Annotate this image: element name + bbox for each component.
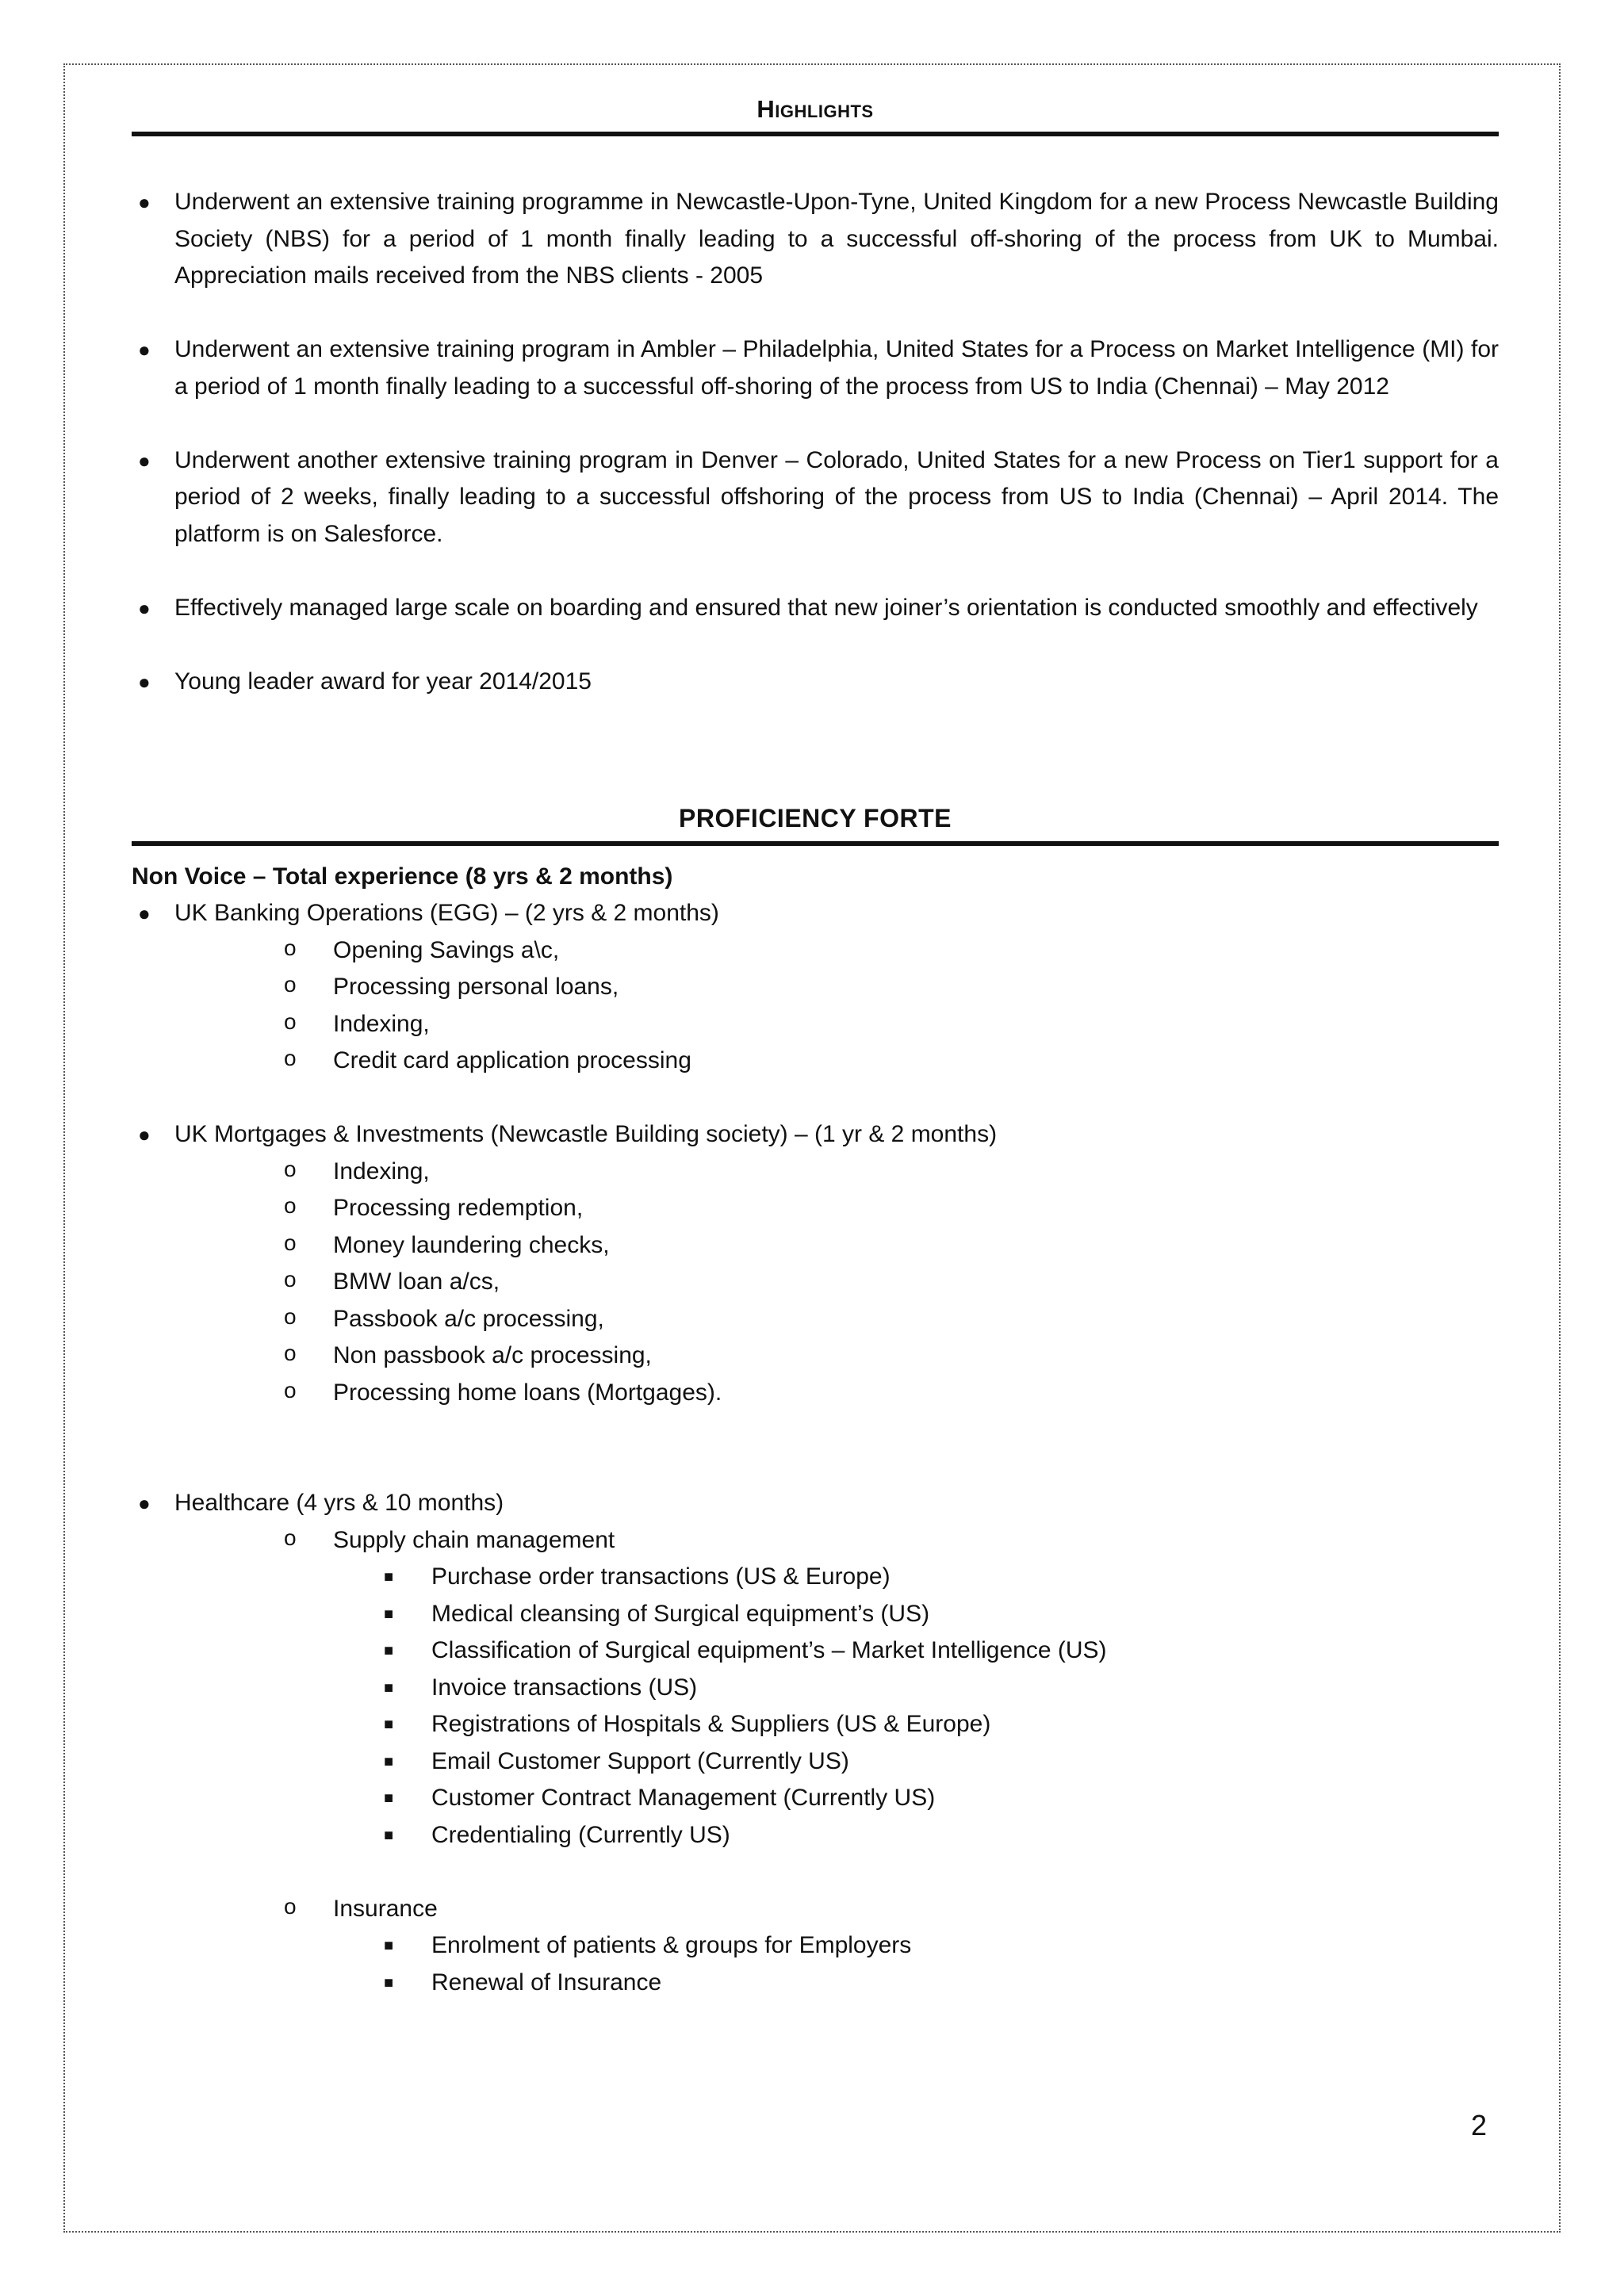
highlights-rule <box>132 132 1499 136</box>
sub-item: o Processing personal loans, <box>132 969 1499 1006</box>
detail-item: ■ Classification of Surgical equipment’s – Market Intelligence (US) <box>132 1632 1499 1670</box>
square-bullet-icon: ■ <box>384 1789 394 1807</box>
highlight-item: ● Underwent another extensive training program in Denver – Colorado, United States for a new Process on Tier1 support for a period of 2 weeks, finally leading to a successful offshoring of the process from US to India (Chennai) – April 2014. The platform is on Salesforce. <box>132 442 1499 553</box>
sub-item: o Processing redemption, <box>132 1190 1499 1227</box>
detail-item: ■ Customer Contract Management (Currently US) <box>132 1780 1499 1817</box>
detail-item: ■ Credentialing (Currently US) <box>132 1817 1499 1854</box>
detail-item: ■ Purchase order transactions (US & Europe) <box>132 1559 1499 1596</box>
sub-item: o Processing home loans (Mortgages). <box>132 1375 1499 1412</box>
detail-item: ■ Invoice transactions (US) <box>132 1670 1499 1707</box>
page-number: 2 <box>1471 2109 1488 2141</box>
circle-bullet-icon: o <box>284 1893 297 1919</box>
bullet-icon: ● <box>138 1491 151 1515</box>
highlight-item: ● Underwent an extensive training program in Ambler – Philadelphia, United States for a Process on Market Intelligence (MI) for a period of 1 month finally leading to a successful off-shoring of the process from US to India (Chennai) – May 2012 <box>132 331 1499 405</box>
square-bullet-icon: ■ <box>384 1752 394 1770</box>
highlight-item: ● Effectively managed large scale on boarding and ensured that new joiner’s orientation is conducted smoothly and effectively <box>132 590 1499 627</box>
circle-bullet-icon: o <box>284 1230 297 1255</box>
bullet-icon: ● <box>138 190 151 214</box>
proficiency-heading: PROFICIENCY FORTE <box>679 803 952 832</box>
square-bullet-icon: ■ <box>384 1678 394 1697</box>
experience-subtitle: Non Voice – Total experience (8 yrs & 2 months) <box>132 863 673 890</box>
resume-page-content <box>132 95 1499 2001</box>
bullet-icon: ● <box>138 901 151 925</box>
sub-item: o Non passbook a/c processing, <box>132 1337 1499 1375</box>
healthcare-item: ● Healthcare (4 yrs & 10 months) <box>132 1485 1499 1522</box>
circle-bullet-icon: o <box>284 1377 297 1402</box>
detail-item: ■ Email Customer Support (Currently US) <box>132 1743 1499 1781</box>
insurance-item: o Insurance <box>132 1891 1499 1928</box>
bullet-icon: ● <box>138 595 151 620</box>
circle-bullet-icon: o <box>284 972 297 997</box>
sub-item: o BMW loan a/cs, <box>132 1264 1499 1301</box>
square-bullet-icon: ■ <box>384 1642 394 1659</box>
square-bullet-icon: ■ <box>384 1973 394 1992</box>
detail-item: ■ Enrolment of patients & groups for Employers <box>132 1927 1499 1965</box>
circle-bullet-icon: o <box>284 1156 297 1181</box>
proficiency-rule <box>132 841 1499 846</box>
highlights-heading: Highlights <box>756 95 874 123</box>
sub-item: o Indexing, <box>132 1006 1499 1043</box>
detail-item: ■ Registrations of Hospitals & Suppliers (US & Europe) <box>132 1706 1499 1743</box>
circle-bullet-icon: o <box>284 1046 297 1070</box>
square-bullet-icon: ■ <box>384 1605 394 1623</box>
detail-item: ■ Renewal of Insurance <box>132 1965 1499 2002</box>
sub-item: o Credit card application processing <box>132 1043 1499 1080</box>
square-bullet-icon: ■ <box>384 1937 394 1954</box>
sub-item: o Passbook a/c processing, <box>132 1301 1499 1338</box>
uk-mortgages-item: ● UK Mortgages & Investments (Newcastle Building society) – (1 yr & 2 months) <box>132 1116 1499 1154</box>
circle-bullet-icon: o <box>284 1008 297 1034</box>
square-bullet-icon: ■ <box>384 1568 394 1586</box>
sub-item: o Opening Savings a\c, <box>132 932 1499 970</box>
bullet-icon: ● <box>138 669 151 694</box>
uk-banking-item: ● UK Banking Operations (EGG) – (2 yrs & 2 months) <box>132 895 1499 932</box>
highlight-item: ● Young leader award for year 2014/2015 <box>132 664 1499 701</box>
circle-bullet-icon: o <box>284 1525 297 1550</box>
sub-item: o Money laundering checks, <box>132 1227 1499 1265</box>
supply-chain-item: o Supply chain management <box>132 1522 1499 1559</box>
highlights-list <box>132 184 1499 700</box>
detail-item: ■ Medical cleansing of Surgical equipment’s (US) <box>132 1596 1499 1633</box>
circle-bullet-icon: o <box>284 1341 297 1365</box>
bullet-icon: ● <box>138 448 151 473</box>
bullet-icon: ● <box>138 338 151 362</box>
circle-bullet-icon: o <box>284 1193 297 1218</box>
square-bullet-icon: ■ <box>384 1716 394 1733</box>
circle-bullet-icon: o <box>284 1303 297 1329</box>
highlight-item: ● Underwent an extensive training programme in Newcastle-Upon-Tyne, United Kingdom for a new Process Newcastle Building Society (NBS) for a period of 1 month finally leading to a successful off-shoring of the process from UK to Mumbai. Appreciation mails received from the NBS clients - 2005 <box>132 184 1499 295</box>
circle-bullet-icon: o <box>284 1267 297 1292</box>
bullet-icon: ● <box>138 1123 151 1146</box>
sub-item: o Indexing, <box>132 1154 1499 1191</box>
circle-bullet-icon: o <box>284 935 297 960</box>
square-bullet-icon: ■ <box>384 1826 394 1844</box>
